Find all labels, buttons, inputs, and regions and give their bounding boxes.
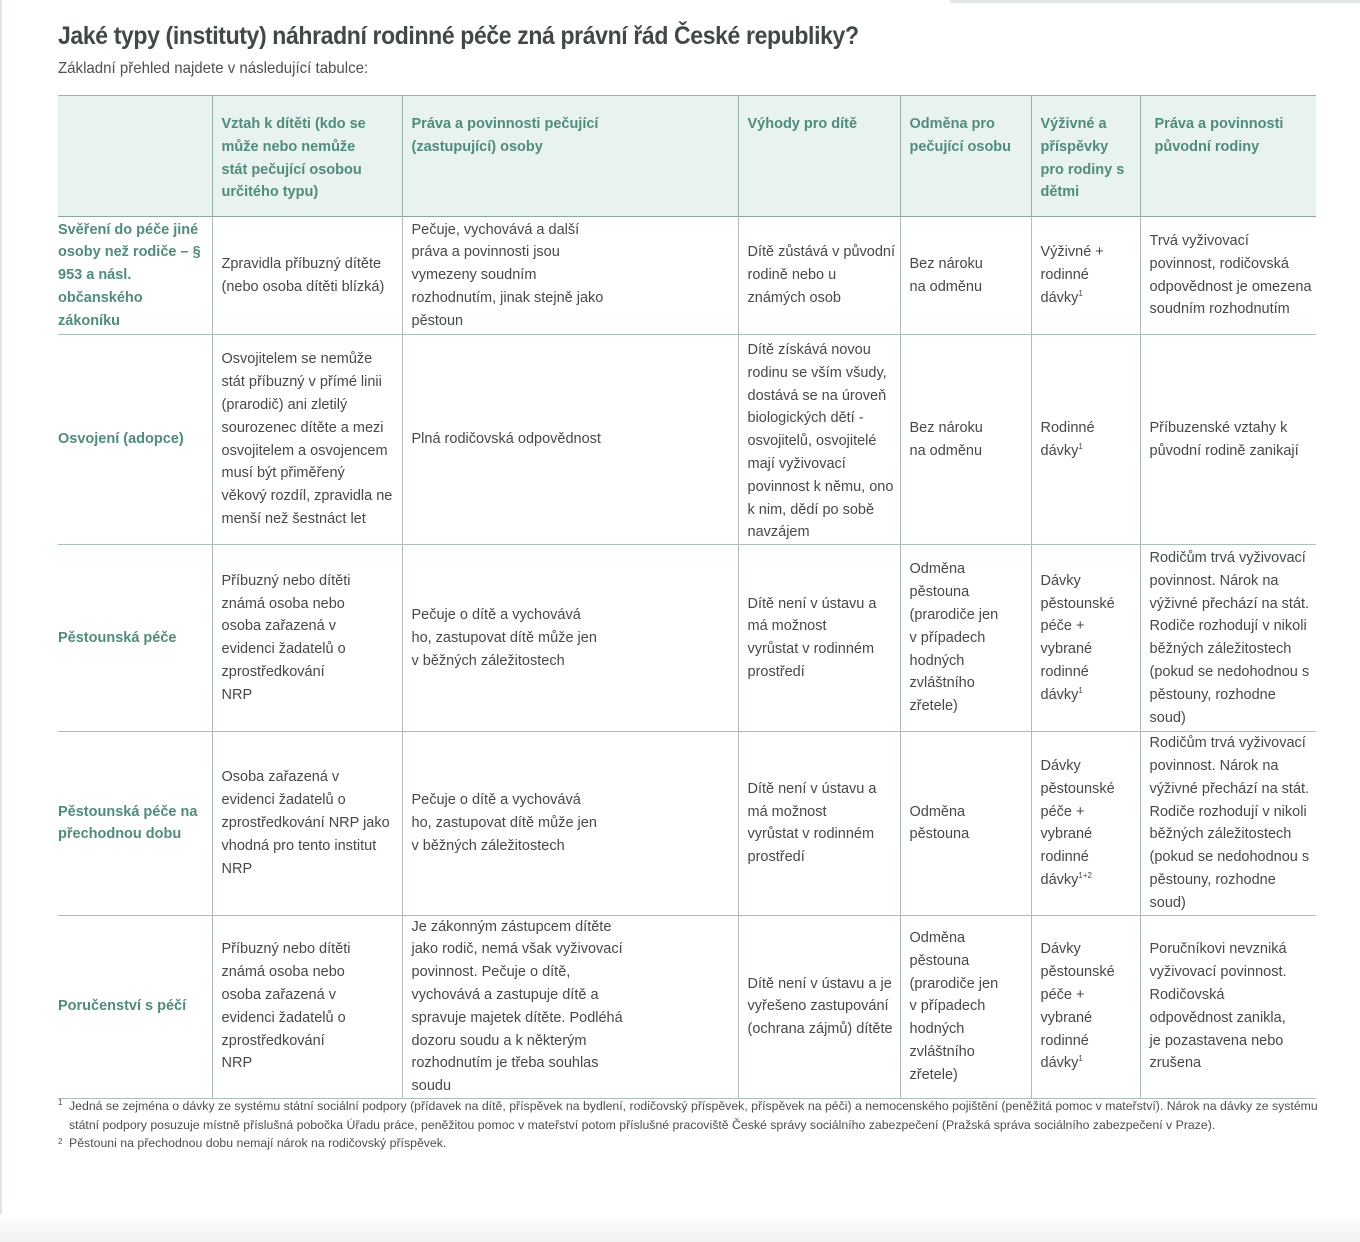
page-title: Jaké typy (instituty) náhradní rodinné péče zná právní řád České republiky? (58, 22, 859, 50)
footnote-2 (58, 1134, 1320, 1153)
allowance-text: Dávky pěstounské péče + vybrané rodinné dávky (1040, 757, 1115, 888)
footnote-1 (58, 1097, 1320, 1134)
footnote-text: Pěstouni na přechodnou dobu nemají nárok na rodičovský příspěvek. (69, 1136, 447, 1150)
cell-reward: Bez nároku na odměnu (900, 335, 1031, 545)
header-cell-benefits: Výhody pro dítě (738, 96, 900, 217)
allowance-text: Výživné + rodinné dávky (1040, 244, 1104, 306)
care-types-table (58, 95, 1316, 1099)
cell-family: Rodičům trvá vyživovací povinnost. Nárok na výživné přechází na stát. Rodiče rozhodují v nikoli běžných záležitostech (pokud se nedohodnou s pěstouny, rozhodne soud) (1140, 732, 1316, 915)
cell-benefits: Dítě zůstává v původní rodině nebo u známých osob (738, 217, 900, 335)
footnote-ref: 1 (1078, 441, 1083, 451)
header-cell-reward: Odměna pro pečující osobu (900, 96, 1031, 217)
cell-benefits: Dítě není v ústavu a má možnost vyrůstat v rodinném prostředí (738, 732, 900, 915)
cell-benefits: Dítě není v ústavu a je vyřešeno zastupování (ochrana zájmů) dítěte (738, 915, 900, 1098)
footnote-ref: 1+2 (1078, 870, 1092, 880)
cell-rights: Plná rodičovská odpovědnost (402, 335, 738, 545)
table-row (58, 915, 1316, 1098)
left-page-edge (0, 0, 2, 1242)
cell-allowance (1031, 217, 1140, 335)
cell-reward: Bez nároku na odměnu (900, 217, 1031, 335)
cell-rights: Pečuje o dítě a vychovává ho, zastupovat dítě může jen v běžných záležitostech (402, 545, 738, 732)
cell-relation: Příbuzný nebo dítěti známá osoba nebo osoba zařazená v evidenci žadatelů o zprostředkování NRP (212, 915, 402, 1098)
footnote-text: Jedná se zejména o dávky ze systému státní sociální podpory (přídavek na dítě, příspěvek na bydlení, rodičovský příspěvek, příspěvek na péči) a nemocenského pojištění (peněžitá pomoc v mateřství). Nárok na dávky ze systému státní podpory posuzuje místně příslušná pobočka Úřadu práce, peněžitou pomoc v mateřství potom příslušné pracoviště České správy sociálního zabezpečení (Pražská správa sociálního zabezpečení v Praze). (69, 1099, 1318, 1132)
cell-family: Trvá vyživovací povinnost, rodičovská odpovědnost je omezena soudním rozhodnutím (1140, 217, 1316, 335)
top-decoration-line (950, 0, 1360, 3)
allowance-text: Dávky pěstounské péče + vybrané rodinné dávky (1040, 941, 1115, 1072)
cell-relation: Zpravidla příbuzný dítěte (nebo osoba dítěti blízká) (212, 217, 402, 335)
row-type-label: Svěření do péče jiné osoby než rodiče – § 953 a násl. občanského zákoníku (58, 221, 201, 329)
cell-family: Rodičům trvá vyživovací povinnost. Nárok na výživné přechází na stát. Rodiče rozhodují v nikoli běžných záležitostech (pokud se nedohodnou s pěstouny, rozhodne soud) (1140, 545, 1316, 732)
footnote-ref: 1 (1078, 288, 1083, 298)
cell-reward: Odměna pěstouna (900, 732, 1031, 915)
cell-allowance (1031, 545, 1140, 732)
cell-reward: Odměna pěstouna (prarodiče jen v případech hodných zvláštního zřetele) (900, 915, 1031, 1098)
header-cell-family: Práva a povinnosti původní rodiny (1140, 96, 1316, 217)
row-type-label: Pěstounská péče (58, 629, 177, 646)
table-row (58, 545, 1316, 732)
table-row (58, 335, 1316, 545)
cell-family: Poručníkovi nevzniká vyživovací povinnost. Rodičovská odpovědnost zanikla, je pozastavena nebo zrušena (1140, 915, 1316, 1098)
cell-allowance (1031, 732, 1140, 915)
footnote-mark: 1 (58, 1098, 63, 1107)
allowance-text: Dávky pěstounské péče + vybrané rodinné dávky (1040, 572, 1115, 703)
cell-relation: Příbuzný nebo dítěti známá osoba nebo osoba zařazená v evidenci žadatelů o zprostředkování NRP (212, 545, 402, 732)
footnote-ref: 1 (1078, 1054, 1083, 1064)
header-cell-rights: Práva a povinnosti pečující (zastupující) osoby (402, 96, 738, 217)
cell-allowance (1031, 335, 1140, 545)
cell-relation: Osvojitelem se nemůže stát příbuzný v přímé linii (prarodič) ani zletilý sourozenec dítěte a mezi osvojitelem a osvojencem musí být přiměřený věkový rozdíl, zpravidla ne menší než šestnáct let (212, 335, 402, 545)
table-header-row (58, 96, 1316, 217)
header-cell-relation: Vztah k dítěti (kdo se může nebo nemůže stát pečující osobou určitého typu) (212, 96, 402, 217)
row-type-label: Pěstounská péče na přechodnou dobu (58, 803, 198, 843)
footnote-ref: 1 (1078, 685, 1083, 695)
cell-benefits: Dítě získává novou rodinu se vším všudy, dostává se na úroveň biologických dětí - osvojitelů, osvojitelé mají vyživovací povinnost k němu, ono k nim, dědí po sobě navzájem (738, 335, 900, 545)
row-type-label: Osvojení (adopce) (58, 431, 184, 448)
page-bottom-edge (0, 1214, 1360, 1242)
header-cell-allowance: Výživné a příspěvky pro rodiny s dětmi (1031, 96, 1140, 217)
table-row (58, 732, 1316, 915)
cell-rights: Je zákonným zástupcem dítěte jako rodič, nemá však vyživovací povinnost. Pečuje o dítě, vychovává a zastupuje dítě a spravuje majetek dítěte. Podléhá dozoru soudu a k některým rozhodnutím je třeba souhlas soudu (402, 915, 738, 1098)
table-row (58, 217, 1316, 335)
cell-rights: Pečuje o dítě a vychovává ho, zastupovat dítě může jen v běžných záležitostech (402, 732, 738, 915)
cell-relation: Osoba zařazená v evidenci žadatelů o zprostředkování NRP jako vhodná pro tento institut NRP (212, 732, 402, 915)
cell-allowance (1031, 915, 1140, 1098)
page-subtitle: Základní přehled najdete v následující tabulce: (58, 60, 369, 77)
cell-rights: Pečuje, vychovává a další práva a povinnosti jsou vymezeny soudním rozhodnutím, jinak stejně jako pěstoun (402, 217, 738, 335)
allowance-text: Rodinné dávky (1040, 419, 1095, 459)
header-cell-type (58, 96, 212, 217)
cell-reward: Odměna pěstouna (prarodiče jen v případech hodných zvláštního zřetele) (900, 545, 1031, 732)
cell-benefits: Dítě není v ústavu a má možnost vyrůstat v rodinném prostředí (738, 545, 900, 732)
footnote-mark: 2 (58, 1137, 63, 1146)
cell-family: Příbuzenské vztahy k původní rodině zanikají (1140, 335, 1316, 545)
footnotes (58, 1097, 1320, 1153)
row-type-label: Poručenství s péčí (58, 998, 187, 1015)
